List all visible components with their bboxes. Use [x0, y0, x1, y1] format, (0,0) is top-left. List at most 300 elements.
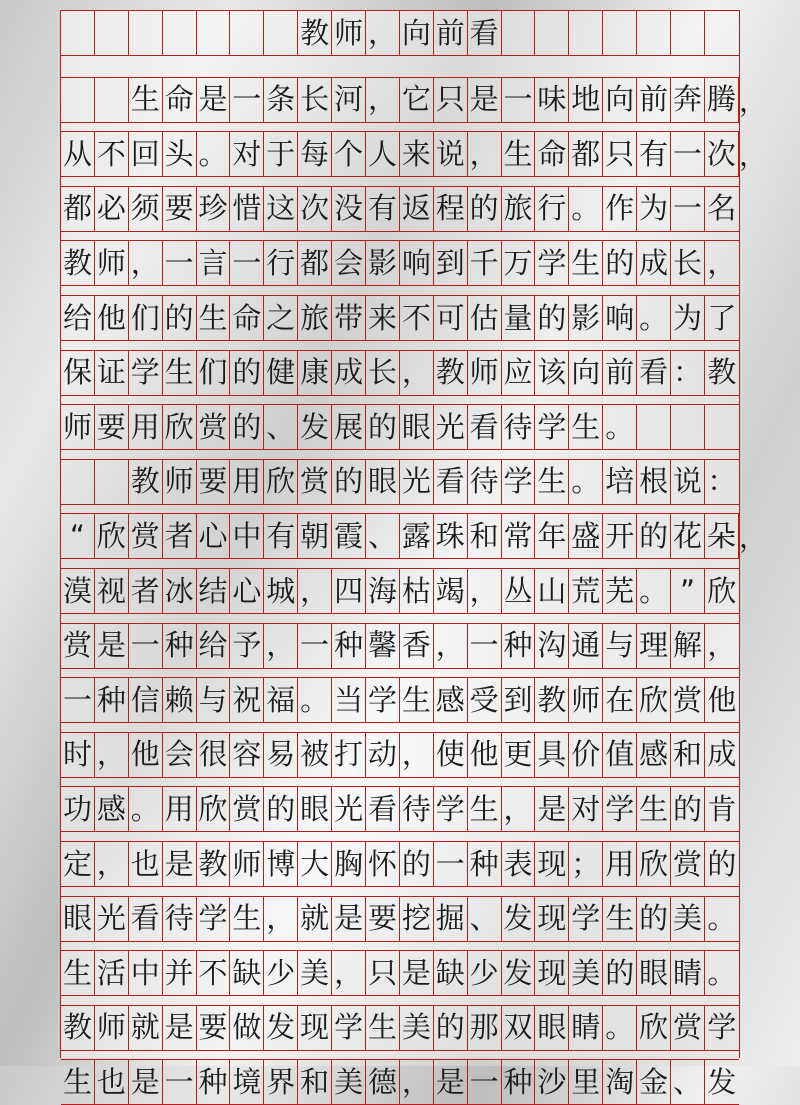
char-cell: 于 [264, 132, 298, 176]
char-cell: 美 [298, 951, 332, 995]
char-cell: 光 [434, 405, 468, 449]
char-cell: 一 [468, 624, 502, 668]
char-cell: 这 [264, 187, 298, 231]
char-cell: 理 [637, 624, 671, 668]
char-cell: 珠 [434, 514, 468, 558]
char-cell: 易 [264, 733, 298, 777]
char-cell: 看 [366, 787, 400, 831]
char-cell: 生 [502, 132, 536, 176]
char-cell: 赏 [298, 460, 332, 504]
char-cell: 祝 [230, 678, 264, 722]
char-cell: 现 [535, 842, 569, 886]
char-cell: 生 [603, 897, 637, 941]
char-cell: 看 [468, 405, 502, 449]
char-cell: 淘 [603, 1060, 637, 1104]
char-cell: 肯 [707, 791, 737, 826]
char-cell: ， [400, 1060, 434, 1104]
char-cell: 眼 [61, 897, 95, 941]
char-cell: 感 [637, 733, 671, 777]
char-cell: 就 [298, 897, 332, 941]
char-cell: 并 [163, 951, 197, 995]
char-cell: 通 [569, 624, 603, 668]
char-cell: 。 [569, 460, 603, 504]
char-cell: 对 [230, 132, 264, 176]
char-cell: 不 [95, 132, 129, 176]
char-cell: 味 [535, 78, 569, 122]
char-cell: 教 [61, 1006, 95, 1050]
char-cell: 来 [400, 132, 434, 176]
char-cell: 的 [230, 351, 264, 395]
char-cell: 教 [61, 241, 95, 285]
char-cell: ： [671, 351, 705, 395]
char-cell: 带 [332, 296, 366, 340]
composition-sheet [60, 10, 767, 1099]
char-cell: 双 [502, 1006, 536, 1050]
char-cell: 与 [603, 624, 637, 668]
char-cell: 的 [400, 842, 434, 886]
char-cell: 要 [197, 460, 231, 504]
char-cell: 要 [95, 405, 129, 449]
grid-cell [61, 78, 95, 122]
char-cell: 看 [637, 351, 671, 395]
char-cell: 前 [603, 351, 637, 395]
char-cell: 从 [61, 132, 95, 176]
char-cell: 的 [434, 1006, 468, 1050]
char-cell: 。 [569, 187, 603, 231]
char-cell: 欣 [197, 787, 231, 831]
char-cell: 条 [264, 78, 298, 122]
title-char: 看 [468, 11, 502, 55]
char-cell: 生 [535, 460, 569, 504]
char-cell: 是 [163, 1006, 197, 1050]
char-cell: 生 [197, 296, 231, 340]
char-cell: ； [569, 842, 603, 886]
char-cell: 要 [163, 187, 197, 231]
char-cell: 都 [298, 241, 332, 285]
char-cell: 欣 [637, 678, 671, 722]
char-cell: 来 [366, 296, 400, 340]
grid-cell [230, 11, 264, 55]
char-cell: 奔 [671, 78, 705, 122]
char-cell: 生 [61, 951, 95, 995]
char-cell: 打 [332, 733, 366, 777]
char-cell: 学 [502, 460, 536, 504]
text-row [61, 240, 739, 286]
char-cell: 、 [671, 1060, 705, 1104]
text-row [61, 623, 739, 669]
char-cell: 师 [163, 460, 197, 504]
text-row [61, 677, 739, 723]
char-cell: 名 [707, 191, 737, 226]
char-cell: ， [707, 628, 737, 663]
char-cell: ， [129, 241, 163, 285]
grid-cell [264, 11, 298, 55]
char-cell: 它 [400, 78, 434, 122]
char-cell: 的 [332, 460, 366, 504]
char-cell: 现 [535, 897, 569, 941]
char-cell: 芜 [603, 569, 637, 613]
char-cell: 中 [230, 514, 264, 558]
char-cell: 赏 [671, 842, 705, 886]
char-cell: 他 [95, 296, 129, 340]
char-cell: 他 [129, 733, 163, 777]
char-cell: 中 [129, 951, 163, 995]
char-cell: 种 [502, 624, 536, 668]
char-cell: 学 [366, 678, 400, 722]
char-cell: 给 [197, 624, 231, 668]
char-cell: 展 [332, 405, 366, 449]
char-cell: 到 [502, 678, 536, 722]
grid-cell [61, 460, 95, 504]
char-cell: 光 [332, 787, 366, 831]
char-cell: 光 [95, 897, 129, 941]
grid-cell [61, 11, 95, 55]
char-cell: 做 [230, 1006, 264, 1050]
char-cell: 、 [366, 514, 400, 558]
char-cell: 头 [163, 132, 197, 176]
grid-cell [671, 11, 705, 55]
char-cell: 学 [535, 405, 569, 449]
char-cell: 种 [332, 624, 366, 668]
char-cell: 眼 [535, 1006, 569, 1050]
char-cell: 量 [502, 296, 536, 340]
char-cell: 响 [603, 296, 637, 340]
char-cell: “ [61, 514, 95, 558]
grid-cell [502, 11, 536, 55]
grid-cell [535, 11, 569, 55]
char-cell: ， [95, 842, 129, 886]
char-cell: 视 [95, 569, 129, 613]
char-cell: 言 [197, 241, 231, 285]
char-cell: ， [264, 624, 298, 668]
text-row [61, 77, 767, 123]
char-cell: 看 [129, 897, 163, 941]
char-cell: 里 [569, 1060, 603, 1104]
char-cell: 腾 [705, 78, 739, 122]
char-cell: 一 [163, 1060, 197, 1104]
title-char: 前 [434, 11, 468, 55]
char-cell: 教 [434, 351, 468, 395]
char-cell: 没 [332, 187, 366, 231]
char-cell: 德 [366, 1060, 400, 1104]
char-cell: 就 [129, 1006, 163, 1050]
char-cell: 光 [400, 460, 434, 504]
char-cell: 心 [197, 514, 231, 558]
char-cell: 是 [332, 897, 366, 941]
char-cell: 师 [95, 1006, 129, 1050]
grid-cell [637, 11, 671, 55]
char-cell: 一 [129, 624, 163, 668]
char-cell: 眼 [298, 787, 332, 831]
char-cell: 年 [535, 514, 569, 558]
char-cell: 动 [366, 733, 400, 777]
char-cell: 到 [434, 241, 468, 285]
char-cell: 行 [264, 241, 298, 285]
char-cell: 生 [637, 787, 671, 831]
title-char: 教 [298, 11, 332, 55]
char-cell: 学 [707, 1010, 737, 1045]
char-cell: 功 [61, 787, 95, 831]
char-cell: 有 [637, 132, 671, 176]
char-cell: 一 [230, 78, 264, 122]
char-cell: 美 [569, 951, 603, 995]
char-cell: 只 [434, 78, 468, 122]
char-cell: 河 [332, 78, 366, 122]
char-cell: 次 [298, 187, 332, 231]
char-cell: 长 [366, 351, 400, 395]
text-row [61, 950, 739, 996]
char-cell: 为 [671, 296, 705, 340]
char-cell: 千 [468, 241, 502, 285]
char-cell: 欣 [707, 573, 737, 608]
char-cell: 解 [671, 624, 705, 668]
char-cell: 挖 [400, 897, 434, 941]
char-cell: 结 [197, 569, 231, 613]
char-cell: 教 [129, 460, 163, 504]
char-cell: 待 [400, 787, 434, 831]
char-cell: ， [95, 733, 129, 777]
char-cell: 生 [400, 678, 434, 722]
char-cell: 一 [298, 624, 332, 668]
char-cell: ， [332, 951, 366, 995]
char-cell: 发 [502, 951, 536, 995]
char-cell: 冰 [163, 569, 197, 613]
char-cell: 教 [197, 842, 231, 886]
char-cell: 博 [264, 842, 298, 886]
char-cell: 保 [61, 351, 95, 395]
char-cell: 只 [603, 132, 637, 176]
char-cell: 生 [366, 1006, 400, 1050]
char-cell: 现 [535, 951, 569, 995]
char-cell: 们 [129, 296, 163, 340]
text-row [61, 1059, 739, 1105]
char-cell: 要 [197, 1006, 231, 1050]
char-cell: ， [400, 733, 434, 777]
char-cell: 的 [535, 296, 569, 340]
char-cell: 一 [671, 132, 705, 176]
char-cell: ： [707, 464, 737, 499]
char-cell: 赏 [129, 514, 163, 558]
char-cell: 学 [129, 351, 163, 395]
grid-cell [671, 405, 705, 449]
char-cell: 枯 [400, 569, 434, 613]
char-cell: ， [400, 351, 434, 395]
char-cell: 更 [502, 733, 536, 777]
char-cell: 种 [95, 678, 129, 722]
char-cell: ， [502, 787, 536, 831]
char-cell: 是 [535, 787, 569, 831]
char-cell: 发 [502, 897, 536, 941]
char-cell: 海 [366, 569, 400, 613]
char-cell: 旅 [298, 296, 332, 340]
char-cell: 须 [129, 187, 163, 231]
char-cell: 美 [332, 1060, 366, 1104]
char-cell: 具 [535, 733, 569, 777]
char-cell: 长 [671, 241, 705, 285]
grid-cell [705, 405, 739, 449]
char-cell: 沙 [535, 1060, 569, 1104]
char-cell: 受 [468, 678, 502, 722]
char-cell: 生 [468, 787, 502, 831]
title-row [61, 10, 739, 56]
char-cell: 不 [400, 296, 434, 340]
char-cell: 师 [230, 842, 264, 886]
char-cell: 待 [468, 460, 502, 504]
char-cell: 、 [468, 897, 502, 941]
char-cell: 种 [502, 1060, 536, 1104]
char-cell: 者 [163, 514, 197, 558]
char-cell: 向 [603, 78, 637, 122]
char-cell: 行 [535, 187, 569, 231]
char-cell: 一 [230, 241, 264, 285]
char-cell: 在 [603, 678, 637, 722]
char-cell: 了 [707, 300, 737, 335]
char-cell: 眼 [366, 460, 400, 504]
text-row [61, 350, 739, 396]
grid-cell [95, 460, 129, 504]
char-cell: 证 [95, 351, 129, 395]
char-cell: 待 [163, 897, 197, 941]
char-cell: 的 [637, 897, 671, 941]
char-cell: 必 [95, 187, 129, 231]
char-cell: 的 [230, 405, 264, 449]
char-cell: 的 [264, 787, 298, 831]
char-cell: 生 [569, 241, 603, 285]
char-cell: 时 [61, 733, 95, 777]
char-cell: 。 [707, 955, 737, 990]
char-cell: 定 [61, 842, 95, 886]
char-cell: ， [264, 897, 298, 941]
char-cell: 不 [197, 951, 231, 995]
text-row [61, 841, 739, 887]
char-cell: 学 [332, 1006, 366, 1050]
char-cell: 前 [637, 78, 671, 122]
char-cell: 香 [400, 624, 434, 668]
grid-cell [569, 11, 603, 55]
char-cell: 感 [95, 787, 129, 831]
char-cell: 睛 [569, 1006, 603, 1050]
char-cell: ， [366, 78, 400, 122]
grid-cell [197, 11, 231, 55]
char-cell: 师 [569, 678, 603, 722]
char-cell: 响 [400, 241, 434, 285]
char-cell: 很 [197, 733, 231, 777]
grid-cell [637, 405, 671, 449]
char-cell: 可 [434, 296, 468, 340]
char-cell: 赖 [163, 678, 197, 722]
char-cell: 荒 [569, 569, 603, 613]
char-cell: ， [298, 569, 332, 613]
char-cell: 。 [637, 569, 671, 613]
char-cell: 是 [129, 1060, 163, 1104]
char-cell: 们 [197, 351, 231, 395]
char-cell: 成 [707, 737, 737, 772]
char-cell: 用 [129, 405, 163, 449]
char-cell: 露 [400, 514, 434, 558]
char-cell: 界 [264, 1060, 298, 1104]
char-cell: 每 [298, 132, 332, 176]
char-cell: 对 [569, 787, 603, 831]
char-cell: 。 [603, 405, 637, 449]
char-cell: 美 [400, 1006, 434, 1050]
char-cell: 沟 [535, 624, 569, 668]
char-cell: 是 [434, 1060, 468, 1104]
char-cell: 境 [230, 1060, 264, 1104]
char-cell: 福 [264, 678, 298, 722]
char-cell: 胸 [332, 842, 366, 886]
char-cell: 次 [705, 132, 739, 176]
grid-cell [705, 11, 739, 55]
char-cell: 使 [434, 733, 468, 777]
char-cell: 的 [603, 241, 637, 285]
char-cell: 朝 [298, 514, 332, 558]
char-cell: 漠 [61, 569, 95, 613]
char-cell: 值 [603, 733, 637, 777]
char-cell: 常 [502, 514, 536, 558]
char-cell: 与 [197, 678, 231, 722]
char-cell: 现 [298, 1006, 332, 1050]
char-cell: 种 [163, 624, 197, 668]
char-cell: 成 [332, 351, 366, 395]
char-cell: 地 [569, 78, 603, 122]
char-cell: 心 [230, 569, 264, 613]
char-cell: 生 [569, 405, 603, 449]
text-row [61, 131, 767, 177]
char-cell: 都 [569, 132, 603, 176]
grid-cell [603, 11, 637, 55]
text-row [61, 295, 739, 341]
char-cell: 。 [707, 901, 737, 936]
char-cell: 给 [61, 296, 95, 340]
char-cell: 万 [502, 241, 536, 285]
char-cell: 。 [197, 132, 231, 176]
char-cell: 眼 [637, 951, 671, 995]
char-cell: 个 [332, 132, 366, 176]
text-row [61, 786, 739, 832]
margin-punctuation: ， [738, 139, 767, 173]
char-cell: 的 [671, 787, 705, 831]
char-cell: 少 [264, 951, 298, 995]
grid-cell [95, 11, 129, 55]
char-cell: 信 [129, 678, 163, 722]
char-cell: 学 [197, 897, 231, 941]
char-cell: 师 [61, 405, 95, 449]
char-cell: 也 [129, 842, 163, 886]
char-cell: 惜 [230, 187, 264, 231]
char-cell: 根 [637, 460, 671, 504]
char-cell: 估 [468, 296, 502, 340]
char-cell: 欣 [637, 842, 671, 886]
char-cell: 看 [434, 460, 468, 504]
char-cell: 怀 [366, 842, 400, 886]
char-cell: 被 [298, 733, 332, 777]
char-cell: 的 [468, 187, 502, 231]
char-cell: 。 [637, 296, 671, 340]
char-cell: 成 [637, 241, 671, 285]
char-cell: ， [707, 245, 737, 280]
char-cell: 用 [603, 842, 637, 886]
char-cell: 的 [163, 296, 197, 340]
text-row [61, 896, 739, 942]
grid-cell [95, 78, 129, 122]
char-cell: 掘 [434, 897, 468, 941]
char-cell: 开 [603, 514, 637, 558]
char-cell: 他 [707, 682, 737, 717]
char-cell: 的 [366, 405, 400, 449]
char-cell: 学 [535, 241, 569, 285]
char-cell: 命 [535, 132, 569, 176]
char-cell: 学 [434, 787, 468, 831]
